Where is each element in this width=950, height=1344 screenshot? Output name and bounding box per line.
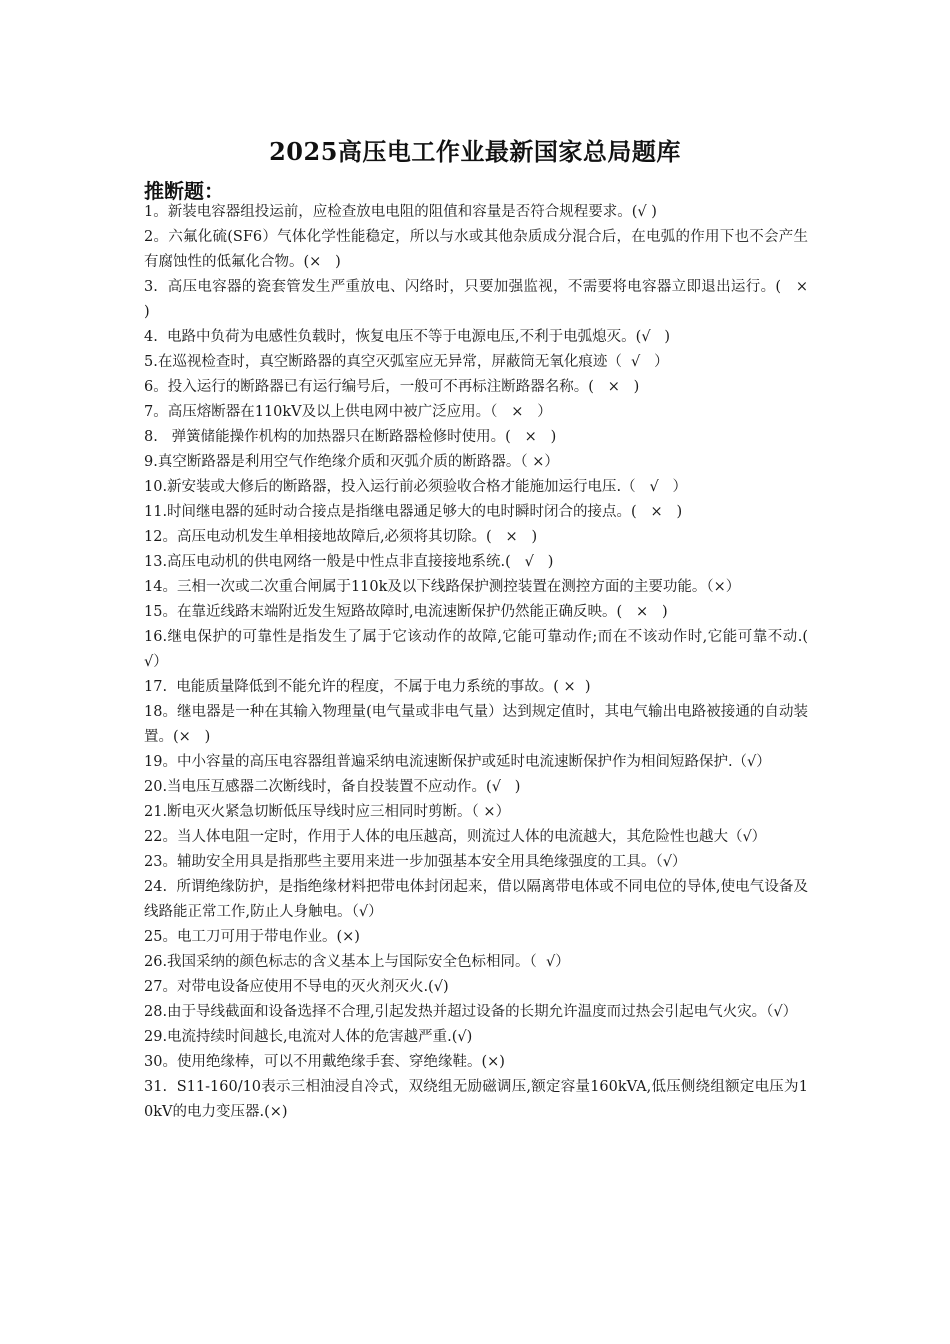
- question-item: 26.我国采纳的颜色标志的含义基本上与国际安全色标相同。（ √）: [144, 954, 570, 970]
- question-item: 27。对带电设备应使用不导电的灭火剂灭火.(√): [144, 979, 449, 995]
- question-item: 22。当人体电阻一定时，作用于人体的电压越高，则流过人体的电流越大，其危险性也越大（√）: [144, 829, 767, 845]
- question-item: 28.由于导线截面和设备选择不合理,引起发热并超过设备的长期允许温度而过热会引起电气火灾。（√）: [144, 1004, 798, 1020]
- question-item: 5.在巡视检查时，真空断路器的真空灭弧室应无异常，屏蔽筒无氧化痕迹（ √ ）: [144, 354, 669, 370]
- document-title: 2025高压电工作业最新国家总局题库: [269, 137, 681, 166]
- section-heading: 推断题：: [144, 179, 224, 203]
- question-item: 19。中小容量的高压电容器组普遍采纳电流速断保护或延时电流速断保护作为相间短路保护.（√）: [144, 754, 771, 770]
- question-item: 31. S11-160/10表示三相油浸自冷式，双绕组无励磁调压,额定容量160kVA,低压侧绕组额定电压为10kV的电力变压器.(×): [144, 1079, 808, 1120]
- question-item: 16.继电保护的可靠性是指发生了属于它该动作的故障,它能可靠动作;而在不该动作时,它能可靠不动.( √）: [144, 629, 841, 670]
- question-item: 2。六氟化硫(SF6）气体化学性能稳定，所以与水或其他杂质成分混合后，在电弧的作用下也不会产生有腐蚀性的低氟化合物。(× ): [144, 229, 808, 270]
- question-list: [144, 200, 841, 1125]
- question-item: 29.电流持续时间越长,电流对人体的危害越严重.(√): [144, 1029, 473, 1045]
- question-item: 6。投入运行的断路器已有运行编号后，一般可不再标注断路器名称。( × ): [144, 379, 640, 395]
- question-item: 30。使用绝缘棒，可以不用戴绝缘手套、穿绝缘鞋。(×): [144, 1054, 505, 1070]
- question-item: 14。三相一次或二次重合闸属于110k及以下线路保护测控装置在测控方面的主要功能。（×）: [144, 579, 741, 595]
- question-item: 17. 电能质量降低到不能允许的程度，不属于电力系统的事故。( × ): [144, 679, 591, 695]
- question-item: 10.新安装或大修后的断路器，投入运行前必须验收合格才能施加运行电压.（ √ ）: [144, 479, 688, 495]
- question-item: 20.当电压互感器二次断线时，备自投装置不应动作。(√ ): [144, 779, 521, 795]
- question-item: 1。新装电容器组投运前，应检查放电电阻的阻值和容量是否符合规程要求。(√ ): [144, 204, 657, 220]
- question-item: 25。电工刀可用于带电作业。(×): [144, 929, 360, 945]
- question-item: 8. 弹簧储能操作机构的加热器只在断路器检修时使用。( × ): [144, 429, 557, 445]
- question-item: 18。继电器是一种在其输入物理量(电气量或非电气量）达到规定值时，其电气输出电路被接通的自动装置。(× ): [144, 704, 808, 745]
- question-item: 15。在靠近线路末端附近发生短路故障时,电流速断保护仍然能正确反映。( × ): [144, 604, 668, 620]
- question-item: 4. 电路中负荷为电感性负载时，恢复电压不等于电源电压,不利于电弧熄灭。(√ ): [144, 329, 671, 345]
- question-item: 24. 所谓绝缘防护，是指绝缘材料把带电体封闭起来，借以隔离带电体或不同电位的导体,使电气设备及线路能正常工作,防止人身触电。（√）: [144, 879, 808, 920]
- question-item: 9.真空断路器是利用空气作绝缘介质和灭弧介质的断路器。（ ×）: [144, 454, 559, 470]
- question-item: 11.时间继电器的延时动合接点是指继电器通足够大的电时瞬时闭合的接点。( × ): [144, 504, 683, 520]
- question-item: 21.断电灭火紧急切断低压导线时应三相同时剪断。（ ×）: [144, 804, 511, 820]
- question-item: 13.高压电动机的供电网络一般是中性点非直接接地系统.( √ ): [144, 554, 554, 570]
- question-item: 7。高压熔断器在110kV及以上供电网中被广泛应用。（ × ）: [144, 404, 552, 420]
- question-item: 12。高压电动机发生单相接地故障后,必须将其切除。( × ): [144, 529, 538, 545]
- question-item: 23。辅助安全用具是指那些主要用来进一步加强基本安全用具绝缘强度的工具。（√）: [144, 854, 687, 870]
- question-item: 3. 高压电容器的瓷套管发生严重放电、闪络时，只要加强监视，不需要将电容器立即退出运行。( × ): [144, 279, 822, 320]
